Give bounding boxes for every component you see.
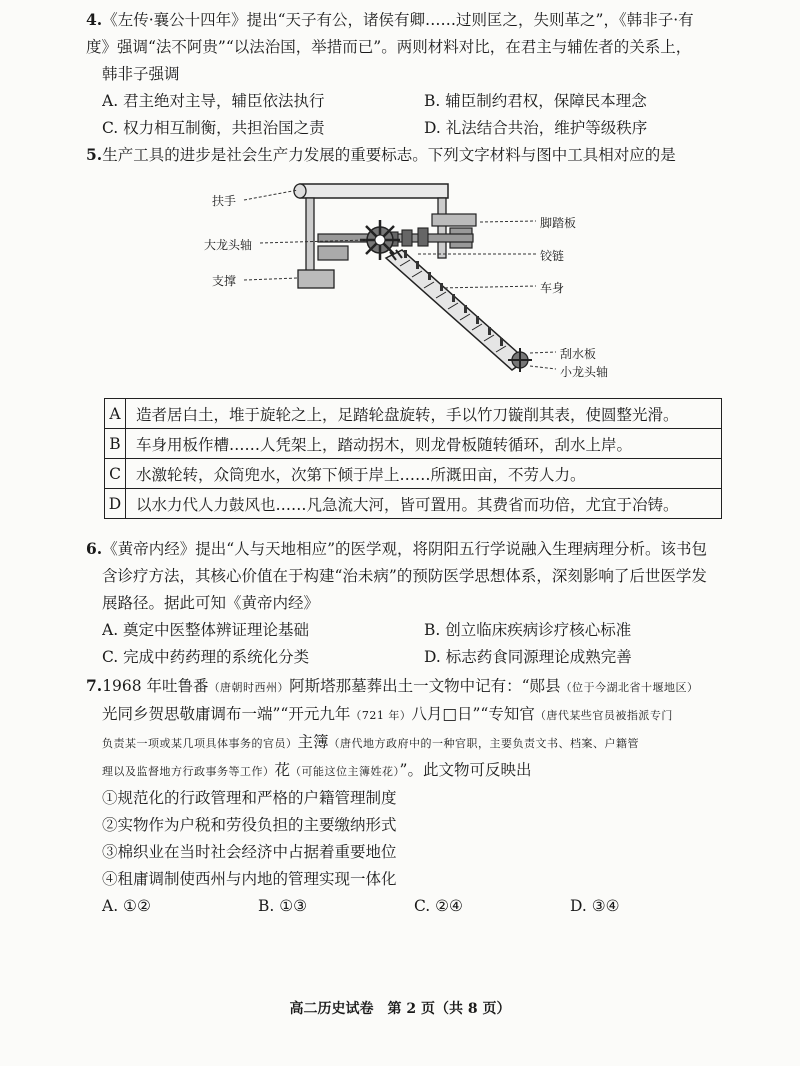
q5-option-key-d: D [105,489,126,519]
label-body: 车身 [540,281,565,295]
q5-option-key-a: A [105,399,126,429]
q4-option-b[interactable]: B. 辅臣制约君权，保障民本理念 [424,92,647,110]
q7-text: 阿斯塔那墓葬出土一文物中记有：“郧县 [289,677,561,695]
label-big-axle: 大龙头轴 [204,238,253,252]
q6-option-c[interactable]: C. 完成中药药理的系统化分类 [102,648,310,666]
chain-pump-diagram [200,170,630,390]
q7-note: 负责某一项或某几项具体事务的官员） [102,737,298,750]
q7-note: （可能这位主簿姓花） [290,765,400,778]
label-pedal: 脚踏板 [540,216,577,230]
q7-item-2: ②实物作为户税和劳役负担的主要缴纳形式 [102,816,397,834]
q7-note: 理以及监督地方行政事务等工作） [102,765,275,778]
trough-body [386,250,526,370]
q7-options [86,893,726,920]
label-support: 支撑 [212,274,237,288]
q7-text: 光同乡贺思敬庸调布一端”“开元九年 [102,705,351,723]
q6-option-d[interactable]: D. 标志药食同源理论成熟完善 [424,648,632,666]
q6-stem-line-3: 展路径。据此可知《黄帝内经》 [102,594,320,612]
q6-number: 6. [86,539,103,558]
q7-note: （唐代某些官员被指派专门 [534,709,673,722]
q4-option-d[interactable]: D. 礼法结合共治，维护等级秩序 [424,119,648,137]
q6-option-a[interactable]: A. 奠定中医整体辨证理论基础 [102,621,310,639]
table-row[interactable] [105,489,722,519]
support-base [298,270,334,288]
q5-option-key-b: B [105,429,126,459]
q7-number: 7. [86,676,103,695]
q7-option-b[interactable]: B. ①③ [258,897,308,915]
q7-item-3: ③棉织业在当时社会经济中占据着重要地位 [102,843,397,861]
q4-number: 4. [86,10,103,29]
q7-text: 1968 年吐鲁番 [102,677,209,695]
right-post [438,198,446,258]
q4-option-c[interactable]: C. 权力相互制衡，共担治国之责 [102,119,325,137]
q5-number: 5. [86,145,103,164]
page-footer: 高二历史试卷 第 2 页（共 8 页） [289,1001,511,1017]
pedal-base [432,214,476,226]
q4-option-a[interactable]: A. 君主绝对主导，辅臣依法执行 [102,92,325,110]
q5-option-text-c: 水激轮转，众筒兜水，次第下倾于岸上……所溉田亩，不劳人力。 [126,459,722,489]
q5-option-text-a: 造者居白土，堆于旋轮之上，足踏轮盘旋转，手以竹刀镟削其表，使圆整光滑。 [126,399,722,429]
q5-option-text-b: 车身用板作槽……人凭架上，踏动拐木，则龙骨板随转循环，刮水上岸。 [126,429,722,459]
question-6 [86,535,726,671]
q7-item-4: ④租庸调制使西州与内地的管理实现一体化 [102,870,397,888]
q7-note: （721 年） [350,709,412,722]
q5-option-key-c: C [105,459,126,489]
q5-stem: 生产工具的进步是社会生产力发展的重要标志。下列文字材料与图中工具相对应的是 [102,146,676,164]
question-4 [86,6,726,142]
q7-option-c[interactable]: C. ②④ [414,897,463,915]
q7-note: （位于今湖北省十堰地区） [560,681,699,694]
label-scraper: 刮水板 [560,347,597,361]
q7-item-1: ①规范化的行政管理和严格的户籍管理制度 [102,789,397,807]
table-row[interactable] [105,459,722,489]
q6-option-b[interactable]: B. 创立临床疾病诊疗核心标准 [424,621,632,639]
label-handle: 扶手 [212,194,237,208]
q6-options [86,617,726,671]
q7-text: 八月□日”“专知官 [411,705,535,723]
q6-stem-line-1: 《黄帝内经》提出“人与天地相应”的医学观，将阴阳五行学说融入生理病理分析。该书包 [102,540,708,558]
q5-options-table [104,398,722,519]
question-5 [86,141,726,169]
q7-text: 花 [274,761,291,779]
q5-option-text-d: 以水力代人力鼓风也……凡急流大河，皆可置用。其费省而功倍，尤宜于冶铸。 [126,489,722,519]
q4-options [86,88,726,142]
question-7 [86,672,726,920]
q4-stem-line-3: 韩非子强调 [102,65,180,83]
label-small-axle: 小龙头轴 [560,365,609,379]
table-row[interactable] [105,429,722,459]
q7-note: （唐代地方政府中的一种官职，主要负责文书、档案、户籍管 [328,737,640,750]
q7-text: 主簿 [297,733,329,751]
handle-bar [300,184,448,198]
q7-note: （唐朝时西州） [208,681,290,694]
label-chain: 铰链 [540,249,565,263]
q4-stem-line-1: 《左传·襄公十四年》提出“天子有公，诸侯有卿……过则匡之，失则革之”，《韩非子·有 [102,11,694,29]
q7-option-a[interactable]: A. ①② [102,897,151,915]
q7-text: ”。此文物可反映出 [399,761,532,779]
q6-stem-line-2: 含诊疗方法，其核心价值在于构建“治未病”的预防医学思想体系，深刻影响了后世医学发 [102,567,707,585]
q4-stem-line-2: 度》强调“法不阿贵”“以法治国，举措而已”。两则材料对比，在君主与辅佐者的关系上， [86,38,692,56]
q7-option-d[interactable]: D. ③④ [570,897,620,915]
table-row[interactable] [105,399,722,429]
